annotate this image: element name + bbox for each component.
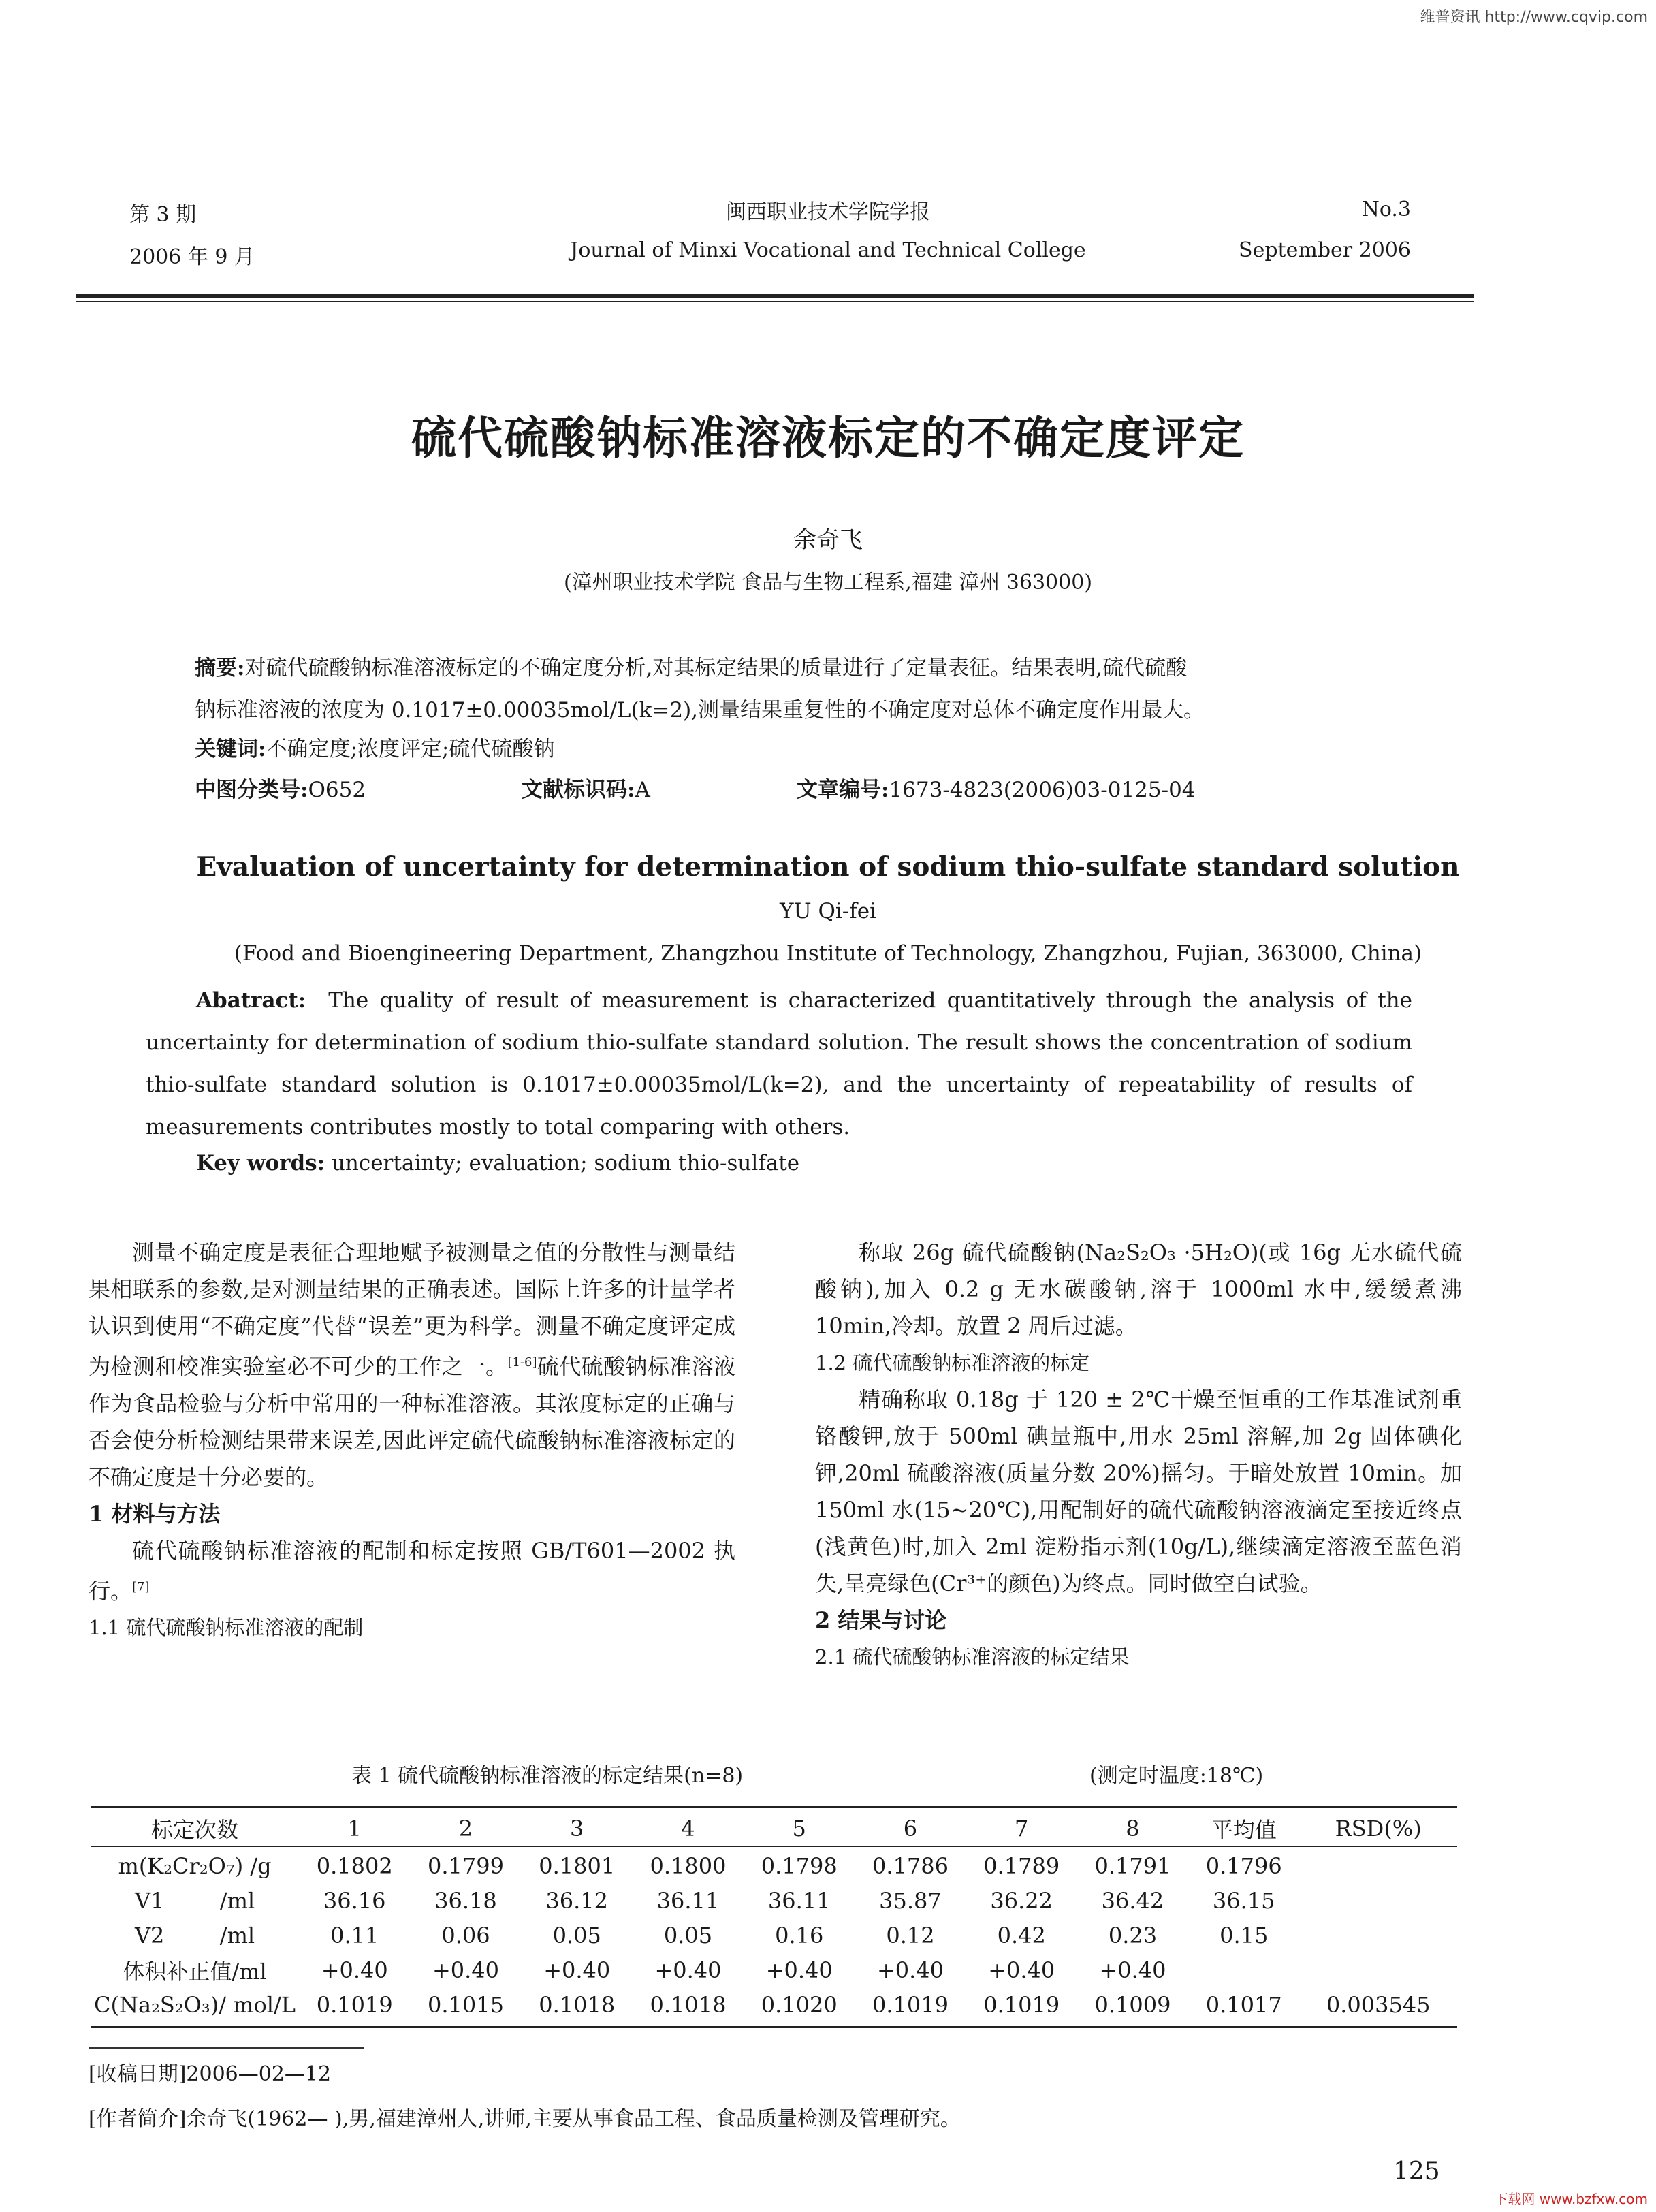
table-header-cell: 5 bbox=[792, 1816, 806, 1842]
received-date: [收稿日期]2006—02—12 bbox=[89, 2062, 332, 2086]
table-cell: 0.003545 bbox=[1326, 1991, 1431, 2018]
table-cell bbox=[1299, 1848, 1457, 1883]
watermark: 维普资讯 http://www.cqvip.com bbox=[1420, 9, 1648, 26]
table-cell: +0.40 bbox=[1099, 1957, 1166, 1983]
keywords-zh-text: 不确定度;浓度评定;硫代硫酸钠 bbox=[266, 737, 555, 761]
table-cell bbox=[1299, 1953, 1457, 1987]
section-1-1-heading: 1.1 硫代硫酸钠标准溶液的配制 bbox=[89, 1616, 364, 1640]
table-cell: +0.40 bbox=[432, 1957, 499, 1983]
abstract-en bbox=[146, 979, 1412, 1148]
table-header-cell: 3 bbox=[570, 1816, 584, 1842]
keywords-en bbox=[196, 1151, 799, 1175]
table-cell: 0.16 bbox=[775, 1922, 824, 1948]
table-cell: +0.40 bbox=[321, 1957, 388, 1983]
table-header-cell: 8 bbox=[1126, 1816, 1140, 1842]
date-en: September 2006 bbox=[1239, 238, 1411, 262]
body-left-column bbox=[89, 1234, 735, 1646]
table-cell: 0.1020 bbox=[761, 1991, 838, 2018]
table-header-cell: 1 bbox=[347, 1816, 362, 1842]
table-cell: 体积补正值/ml bbox=[123, 1958, 267, 1985]
table-cell: 0.1019 bbox=[983, 1991, 1060, 2018]
header-rule-thin bbox=[76, 301, 1474, 302]
table-cell: 35.87 bbox=[879, 1887, 942, 1914]
table-cell: 36.12 bbox=[545, 1887, 609, 1914]
table-cell: 0.1018 bbox=[650, 1991, 727, 2018]
table-cell: C(Na₂S₂O₃)/ mol/L bbox=[94, 1991, 296, 2018]
method-paragraph bbox=[89, 1532, 735, 1610]
table-cell: 0.1019 bbox=[316, 1991, 393, 2018]
abstract-zh bbox=[195, 647, 1461, 731]
table-cell: 0.1798 bbox=[761, 1852, 838, 1879]
keywords-zh-label: 关键词: bbox=[195, 737, 266, 761]
table-cell: 0.1799 bbox=[427, 1852, 504, 1879]
table-cell: 0.15 bbox=[1220, 1922, 1269, 1948]
table-cell: 0.1800 bbox=[650, 1852, 727, 1879]
table-row bbox=[91, 1848, 1457, 1883]
table-cell bbox=[1188, 1953, 1299, 1987]
intro-paragraph bbox=[89, 1234, 735, 1496]
issue-zh: 第 3 期 bbox=[129, 203, 197, 227]
method-text: 硫代硫酸钠标准溶液的配制和标定按照 GB/T601—2002 执行。 bbox=[89, 1537, 735, 1605]
table-cell: +0.40 bbox=[988, 1957, 1055, 1983]
footnote-rule bbox=[89, 2047, 364, 2049]
table-cell: +0.40 bbox=[876, 1957, 944, 1983]
table-header-cell: 7 bbox=[1015, 1816, 1029, 1842]
journal-title-en: Journal of Minxi Vocational and Technical College bbox=[570, 238, 1086, 262]
table-cell bbox=[1299, 1883, 1457, 1918]
table-cell: 0.1786 bbox=[872, 1852, 949, 1879]
download-stamp: 下载网 www.bzfxw.com bbox=[1494, 2191, 1648, 2207]
author-en: YU Qi-fei bbox=[780, 899, 876, 923]
table-header-cell: RSD(%) bbox=[1335, 1816, 1422, 1842]
article-number-value: 1673-4823(2006)03-0125-04 bbox=[889, 778, 1196, 802]
doc-code-value: A bbox=[635, 778, 650, 802]
table-cell: 36.42 bbox=[1101, 1887, 1164, 1914]
table-cell: m(K₂Cr₂O₇) /g bbox=[118, 1852, 272, 1879]
table-header-row bbox=[91, 1809, 1457, 1848]
table-cell: 36.15 bbox=[1212, 1887, 1275, 1914]
table-caption: 表 1 硫代硫酸钠标准溶液的标定结果(n=8) bbox=[351, 1764, 744, 1788]
prep-paragraph: 称取 26g 硫代硫酸钠(Na₂S₂O₃ ·5H₂O)(或 16g 无水硫代硫酸钠),加入 0.2 g 无水碳酸钠,溶于 1000ml 水中,缓缓煮沸 10min,冷却。放置 2 周后过滤。 bbox=[815, 1239, 1462, 1339]
table-bottom-rule bbox=[91, 2026, 1457, 2028]
table-top-rule bbox=[91, 1806, 1457, 1808]
affiliation-en: (Food and Bioengineering Department, Zhangzhou Institute of Technology, Zhangzhou, Fujian, 363000, China) bbox=[234, 941, 1422, 966]
table-cell: 0.1801 bbox=[539, 1852, 616, 1879]
keywords-zh bbox=[195, 731, 554, 762]
table-row bbox=[91, 1987, 1457, 2022]
table-row bbox=[91, 1953, 1457, 1987]
table-header-cell: 2 bbox=[458, 1816, 473, 1842]
table-header-cell: 6 bbox=[903, 1816, 918, 1842]
table-row bbox=[91, 1883, 1457, 1918]
section-2-heading: 2 结果与讨论 bbox=[815, 1607, 947, 1633]
table-row bbox=[91, 1918, 1457, 1953]
table-cell: 0.1018 bbox=[539, 1991, 616, 2018]
table-cell: 0.05 bbox=[663, 1922, 713, 1948]
table-cell: 0.42 bbox=[997, 1922, 1046, 1948]
header-rule bbox=[76, 294, 1474, 298]
intro-text-1: 测量不确定度是表征合理地赋予被测量之值的分散性与测量结果相联系的参数,是对测量结果的正确表述。国际上许多的计量学者认识到使用“不确定度”代替“误差”更为科学。测量不确定度评定成为检测和校准实验室必不可少的工作之一。 bbox=[89, 1239, 735, 1380]
date-zh: 2006 年 9 月 bbox=[129, 245, 255, 269]
affiliation-zh: (漳州职业技术学院 食品与生物工程系,福建 漳州 363000) bbox=[563, 571, 1093, 595]
paper-title-zh: 硫代硫酸钠标准溶液标定的不确定度评定 bbox=[411, 412, 1245, 464]
table-header-cell: 4 bbox=[681, 1816, 695, 1842]
table-header-cell: 平均值 bbox=[1211, 1817, 1277, 1843]
clc-label: 中图分类号: bbox=[195, 778, 308, 802]
table-cell: +0.40 bbox=[654, 1957, 722, 1983]
abstract-zh-label: 摘要: bbox=[195, 656, 245, 680]
table-cell: 0.1009 bbox=[1094, 1991, 1171, 2018]
body-right-column bbox=[815, 1234, 1462, 1675]
paper-title-en: Evaluation of uncertainty for determination of sodium thio-sulfate standard solution bbox=[196, 851, 1460, 883]
section-1-2-heading: 1.2 硫代硫酸钠标准溶液的标定 bbox=[815, 1351, 1090, 1374]
table-cell: +0.40 bbox=[765, 1957, 833, 1983]
table-cell: 36.16 bbox=[323, 1887, 386, 1914]
table-cell: 36.18 bbox=[434, 1887, 497, 1914]
table-cell: 0.11 bbox=[330, 1922, 379, 1948]
table-cell: V2 /ml bbox=[134, 1922, 255, 1948]
results-table bbox=[91, 1809, 1457, 2022]
table-cell: 0.1802 bbox=[316, 1852, 393, 1879]
article-number-label: 文章编号: bbox=[797, 778, 889, 802]
table-cell: 0.05 bbox=[552, 1922, 601, 1948]
table-header-cell: 标定次数 bbox=[151, 1817, 239, 1843]
clc-value: O652 bbox=[308, 778, 366, 802]
author-zh: 余奇飞 bbox=[793, 526, 863, 554]
table-cell: V1 /ml bbox=[134, 1887, 255, 1914]
page-number: 125 bbox=[1393, 2158, 1440, 2185]
table-cell: 0.1789 bbox=[983, 1852, 1060, 1879]
abstract-en-text: The quality of result of measurement is characterized quantitatively through the analysis of the uncertainty for determination of sodium thio-sulfate standard solution. The result shows the concentration of sodium thio-sulfate standard solution is 0.1017±0.00035mol/L(k=2), and the uncertainty of repeatability of results of measurements contributes mostly to total comparing with others. bbox=[146, 988, 1412, 1139]
author-bio: [作者简介]余奇飞(1962— ),男,福建漳州人,讲师,主要从事食品工程、食品质量检测及管理研究。 bbox=[89, 2107, 961, 2131]
abstract-en-label: Abatract: bbox=[196, 988, 306, 1013]
article-number bbox=[797, 772, 1196, 803]
doc-code-label: 文献标识码: bbox=[522, 778, 635, 802]
abstract-zh-line1: 对硫代硫酸钠标准溶液标定的不确定度分析,对其标定结果的质量进行了定量表征。结果表明,硫代硫酸 bbox=[244, 656, 1188, 680]
keywords-en-label: Key words: bbox=[196, 1151, 325, 1175]
table-cell: 0.1019 bbox=[872, 1991, 949, 2018]
table-cell: 0.1796 bbox=[1205, 1852, 1282, 1879]
section-2-1-heading: 2.1 硫代硫酸钠标准溶液的标定结果 bbox=[815, 1645, 1130, 1669]
section-1-heading: 1 材料与方法 bbox=[89, 1500, 221, 1527]
table-cell: 36.11 bbox=[656, 1887, 720, 1914]
table-cell: 36.22 bbox=[990, 1887, 1053, 1914]
keywords-en-text: uncertainty; evaluation; sodium thio-sulfate bbox=[331, 1151, 800, 1175]
table-cell: 0.1015 bbox=[427, 1991, 504, 2018]
table-cell: 0.23 bbox=[1108, 1922, 1158, 1948]
table-cell: 36.11 bbox=[767, 1887, 831, 1914]
doc-code bbox=[522, 772, 650, 803]
intro-ref: [1-6] bbox=[507, 1355, 537, 1370]
clc-number bbox=[195, 772, 366, 803]
table-cell: 0.06 bbox=[441, 1922, 490, 1948]
table-cell: +0.40 bbox=[543, 1957, 611, 1983]
table-caption-note: (测定时温度:18℃) bbox=[1089, 1764, 1264, 1788]
intro-text-2: 硫代硫酸钠标准溶液作为食品检验与分析中常用的一种标准溶液。其浓度标定的正确与否会使分析检测结果带来误差,因此评定硫代硫酸钠标准溶液标定的不确定度是十分必要的。 bbox=[89, 1353, 735, 1490]
table-cell: 0.12 bbox=[886, 1922, 935, 1948]
journal-title-zh: 闽西职业技术学院学报 bbox=[726, 200, 930, 224]
abstract-zh-line2: 钠标准溶液的浓度为 0.1017±0.00035mol/L(k=2),测量结果重复性的不确定度对总体不确定度作用最大。 bbox=[195, 698, 1205, 723]
calibration-paragraph: 精确称取 0.18g 于 120 ± 2℃干燥至恒重的工作基准试剂重铬酸钾,放于 500ml 碘量瓶中,用水 25ml 溶解,加 2g 固体碘化钾,20ml 硫酸溶液(质量分数 20%)摇匀。于暗处放置 10min。加 150ml 水(15~20℃),用配制好的硫代硫酸钠溶液滴定至接近终点(浅黄色)时,加入 2ml 淀粉指示剂(10g/L),继续滴定溶液至蓝色消失,呈亮绿色(Cr³⁺的颜色)为终点。同时做空白试验。 bbox=[815, 1387, 1462, 1596]
table-cell bbox=[1299, 1918, 1457, 1953]
issue-en: No.3 bbox=[1361, 198, 1411, 221]
table-cell: 0.1017 bbox=[1205, 1991, 1282, 2018]
table-cell: 0.1791 bbox=[1094, 1852, 1171, 1879]
method-ref: [7] bbox=[132, 1579, 150, 1594]
